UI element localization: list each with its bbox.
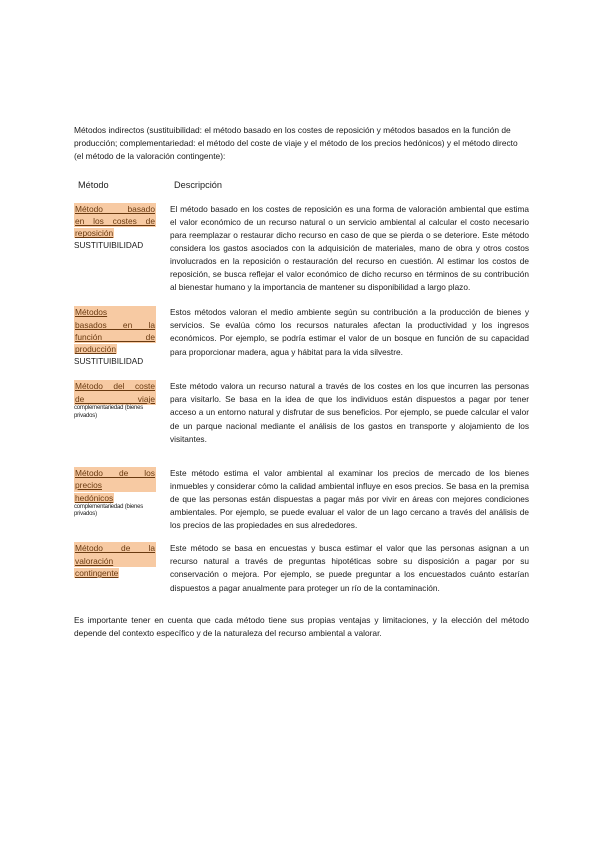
method-name-line: reposición: [75, 228, 114, 239]
method-name-line: valoración: [74, 555, 156, 567]
method-name-line: de viaje: [75, 393, 155, 404]
method-name-line: Método basado: [75, 203, 155, 214]
intro-paragraph: Métodos indirectos (sustituibilidad: el método basado en los costes de reposición y métodos basados en la función de producción; complementariedad: el método del coste de viaje y el método de los precios hedónicos) y el método directo (el método de la valoración contingente):: [74, 125, 518, 162]
method-cell: [74, 542, 156, 594]
header-description: Descripción: [174, 179, 222, 190]
method-name-line: función de: [75, 332, 155, 343]
method-name-line: Métodos: [74, 306, 156, 318]
method-description: Este método valora un recurso natural a través de los costes en los que incurren las personas para visitarlo. Se basa en la idea de que los individuos están dispuestos a pagar por tener acceso a un entorno natural y disfrutar de sus beneficios. Por ejemplo, se puede calcular el valor de un parque nacional mediante el análisis de los gastos en transporte y alojamiento de los visitantes.: [170, 381, 529, 444]
method-subcategory: complementariedad (bienes privados): [74, 405, 144, 419]
table-row: [74, 380, 529, 445]
header-method: Método: [78, 179, 109, 190]
method-name-line: Método de los: [75, 467, 155, 478]
document-page: [74, 124, 529, 640]
method-cell: [74, 380, 156, 445]
method-name-line: contingente: [75, 568, 119, 579]
method-name-line: Método de la: [75, 543, 155, 554]
method-description: El método basado en los costes de reposición es una forma de valoración ambiental que estima el valor económico de un recurso natural o un servicio ambiental al calcular el costo necesario para reemplazar o restaurar dicho recurso en caso de que se pierda o se deteriore. Este método considera los gastos asociados con la adquisición de materiales, mano de obra y otros costos involucrados en la reposición o restauración del recurso en cuestión. Al estimar los costos de reposición, se busca reflejar el valor económico de dicho recurso en términos de su contribución al bienestar humano y la importancia de mantener su disponibilidad a largo plazo.: [170, 203, 529, 293]
method-name-line: precios: [74, 479, 156, 491]
method-cell: [74, 203, 156, 295]
method-category: SUSTITUIBILIDAD: [74, 240, 144, 250]
method-description: Estos métodos valoran el medio ambiente según su contribución a la producción de bienes y servicios. Se evalúa cómo los recursos naturales afectan la productividad y los ingresos económicos. Por ejemplo, se podría estimar el valor de un bosque en función de su capacidad para proporcionar madera, agua y hábitat para la vida silvestre.: [170, 307, 529, 357]
method-description: Este método estima el valor ambiental al examinar los precios de mercado de los bienes inmuebles y considerar cómo la calidad ambiental influye en esos precios. Se basa en la premisa de que las personas están dispuestas a pagar más por vivir en áreas con mejores condiciones ambientales. Por ejemplo, se puede evaluar el valor de un lago cercano a través del análisis de los precios de las propiedades en sus alrededores.: [170, 467, 529, 531]
method-name-line: hedónicos: [75, 492, 114, 503]
method-name-line: Método del coste: [75, 381, 155, 392]
table-row: [74, 306, 529, 368]
method-cell: [74, 306, 156, 368]
method-name-line: producción: [75, 344, 116, 355]
method-category: SUSTITUIBILIDAD: [74, 356, 144, 366]
methods-table: [74, 203, 529, 595]
method-cell: [74, 467, 156, 532]
closing-paragraph: Es importante tener en cuenta que cada método tiene sus propias ventajas y limitaciones, y la elección del método depende del contexto específico y de la naturaleza del recurso ambiental a valorar.: [74, 614, 529, 639]
method-name-line: en los costes de: [75, 216, 155, 227]
table-row: [74, 542, 529, 594]
table-row: [74, 467, 529, 532]
method-subcategory: complementariedad (bienes privados): [74, 503, 144, 518]
method-description: Este método se basa en encuestas y busca estimar el valor que las personas asignan a un recurso natural a través de preguntas hipotéticas sobre su disposición a pagar por su conservación o mejora. Por ejemplo, se puede preguntar a los encuestados cuánto estarían dispuestos a pagar anualmente para proteger un río de la contaminación.: [170, 543, 529, 593]
table-header: [74, 180, 529, 190]
method-name-line: basados en la: [75, 319, 155, 330]
table-row: [74, 203, 529, 295]
